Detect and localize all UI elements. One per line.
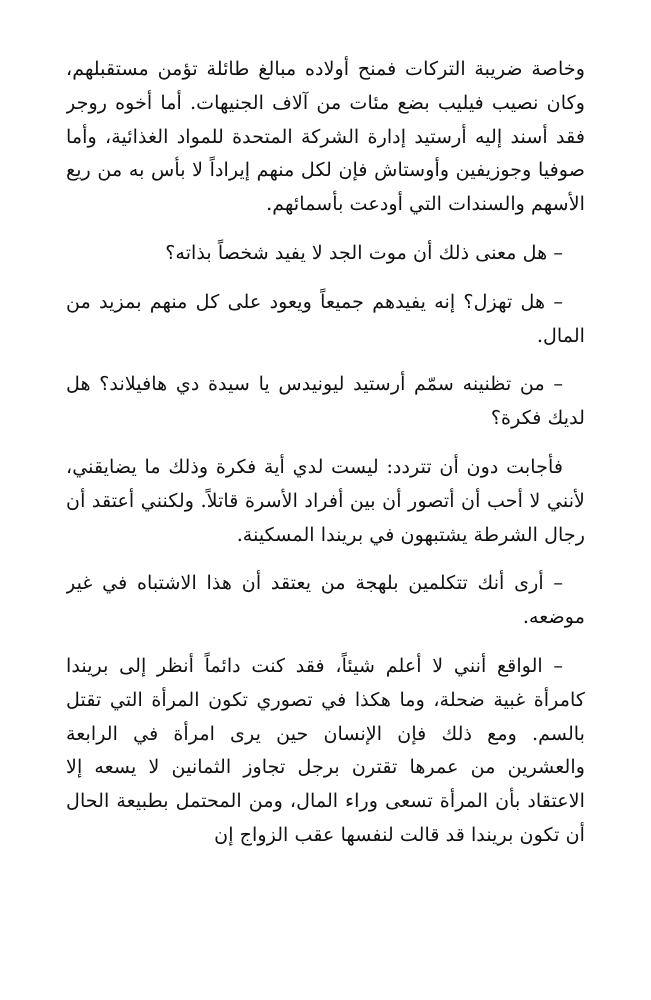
paragraph-5: فأجابت دون أن تتردد: ليست لدي أية فكرة وذلك ما يضايقني، لأنني لا أحب أن أتصور أن بين أفراد الأسرة قاتلاً. ولكنني أعتقد أن رجال الشرطة يشتبهون في بريندا المسكينة.: [66, 454, 585, 546]
page-text-block: [66, 52, 585, 992]
paragraph-1: وخاصة ضريبة التركات فمنح أولاده مبالغ طائلة تؤمن مستقبلهم، وكان نصيب فيليب بضع مئات من آلاف الجنيهات. أما أخوه روجر فقد أسند إليه أرستيد إدارة الشركة المتحدة للمواد الغذائية، وأما صوفيا وجوزيفين وأوستاش فإن لكل منهم إيراداً لا بأس به من ريع الأسهم والسندات التي أودعت بأسمائهم.: [66, 57, 585, 216]
paragraph-6: – أرى أنك تتكلمين بلهجة من يعتقد أن هذا الاشتباه في غير موضعه.: [66, 571, 585, 629]
paragraph-4: – من تظنينه سمّم أرستيد ليونيدس يا سيدة دي هافيلاند؟ هل لديك فكرة؟: [66, 372, 585, 430]
paragraph-7: – الواقع أنني لا أعلم شيئاً، فقد كنت دائماً أنظر إلى بريندا كامرأة غبية ضحلة، وما هكذا في تصوري تكون المرأة التي تقتل بالسم. ومع ذلك فإن الإنسان حين يرى امرأة في الرابعة والعشرين من عمرها تقترن برجل تجاوز الثمانين لا يسعه إلا الاعتقاد بأن المرأة تسعى وراء المال، ومن المحتمل بطبيعة الحال أن تكون بريندا قد قالت لنفسها عقب الزواج إن: [66, 653, 585, 846]
paragraph-3: – هل تهزل؟ إنه يفيدهم جميعاً ويعود على كل منهم بمزيد من المال.: [66, 289, 585, 347]
paragraph-2: – هل معنى ذلك أن موت الجد لا يفيد شخصاً بذاته؟: [165, 240, 563, 264]
